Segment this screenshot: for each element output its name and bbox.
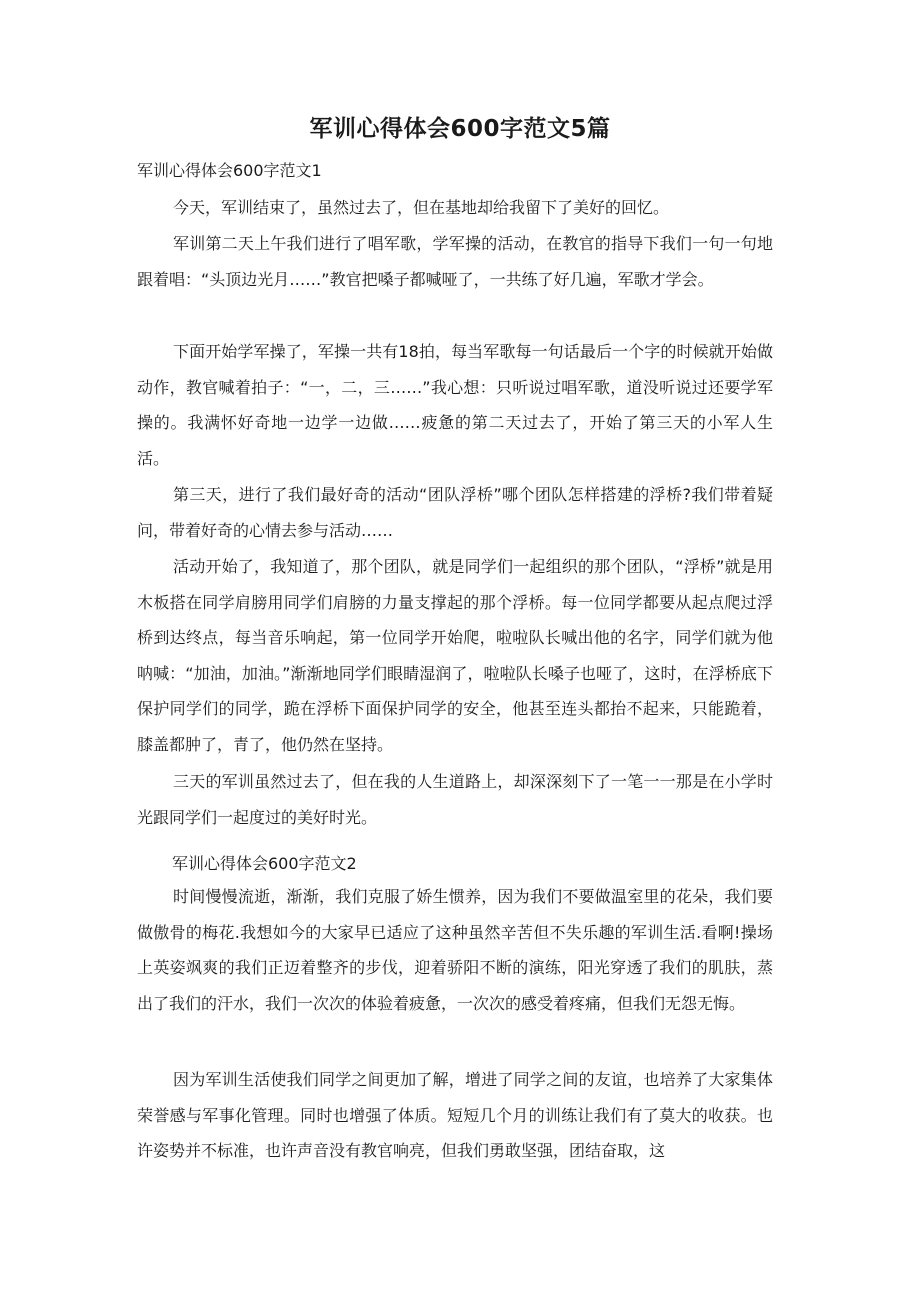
section-1-paragraph-5: 活动开始了，我知道了，那个团队，就是同学们一起组织的那个团队，“浮桥”就是用木板搭在同学肩膀用同学们肩膀的力量支撑起的那个浮桥。每一位同学都要从起点爬过浮桥到达终点，每当音乐响起，第一位同学开始爬，啦啦队长喊出他的名字，同学们就为他呐喊：“加油，加油。”渐渐地同学们眼睛湿润了，啦啦队长嗓子也哑了，这时，在浮桥底下保护同学们的同学，跪在浮桥下面保护同学的安全，他甚至连头都抬不起来，只能跪着，膝盖都肿了，青了，他仍然在坚持。 [137, 557, 773, 754]
section-2-paragraph-1: 时间慢慢流逝，渐渐，我们克服了娇生惯养，因为我们不要做温室里的花朵，我们要做傲骨的梅花.我想如今的大家早已适应了这种虽然辛苦但不失乐趣的军训生活.看啊!操场上英姿飒爽的我们正迈着整齐的步伐，迎着骄阳不断的演练，阳光穿透了我们的肌肤，蒸出了我们的汗水，我们一次次的体验着疲惫，一次次的感受着疼痛，但我们无怨无悔。 [137, 887, 773, 1013]
section-1-paragraph-4: 第三天，进行了我们最好奇的活动“团队浮桥”哪个团队怎样搭建的浮桥?我们带着疑问，带着好奇的心情去参与活动…… [137, 485, 773, 540]
section-heading-2: 军训心得体会600字范文2 [172, 854, 357, 873]
section-1-paragraph-3: 下面开始学军操了，军操一共有18拍，每当军歌每一句话最后一个字的时候就开始做动作，教官喊着拍子：“一，二，三……”我心想：只听说过唱军歌，道没听说过还要学军操的。我满怀好奇地一边学一边做……疲惫的第二天过去了，开始了第三天的小军人生活。 [137, 342, 773, 468]
document-title: 军训心得体会600字范文5篇 [309, 116, 611, 142]
section-1-paragraph-2: 军训第二天上午我们进行了唱军歌，学军操的活动，在教官的指导下我们一句一句地跟着唱：“头顶边光月……”教官把嗓子都喊哑了，一共练了好几遍，军歌才学会。 [137, 234, 773, 289]
section-2-paragraph-2: 因为军训生活使我们同学之间更加了解，增进了同学之间的友谊，也培养了大家集体荣誉感与军事化管理。同时也增强了体质。短短几个月的训练让我们有了莫大的收获。也许姿势并不标准，也许声音没有教官响亮，但我们勇敢坚强，团结奋取，这 [137, 1070, 773, 1161]
section-heading-1: 军训心得体会600字范文1 [137, 161, 322, 180]
section-1-paragraph-6: 三天的军训虽然过去了，但在我的人生道路上，却深深刻下了一笔一一那是在小学时光跟同学们一起度过的美好时光。 [137, 772, 773, 827]
section-1-paragraph-1: 今天，军训结束了，虽然过去了，但在基地却给我留下了美好的回忆。 [173, 198, 670, 217]
